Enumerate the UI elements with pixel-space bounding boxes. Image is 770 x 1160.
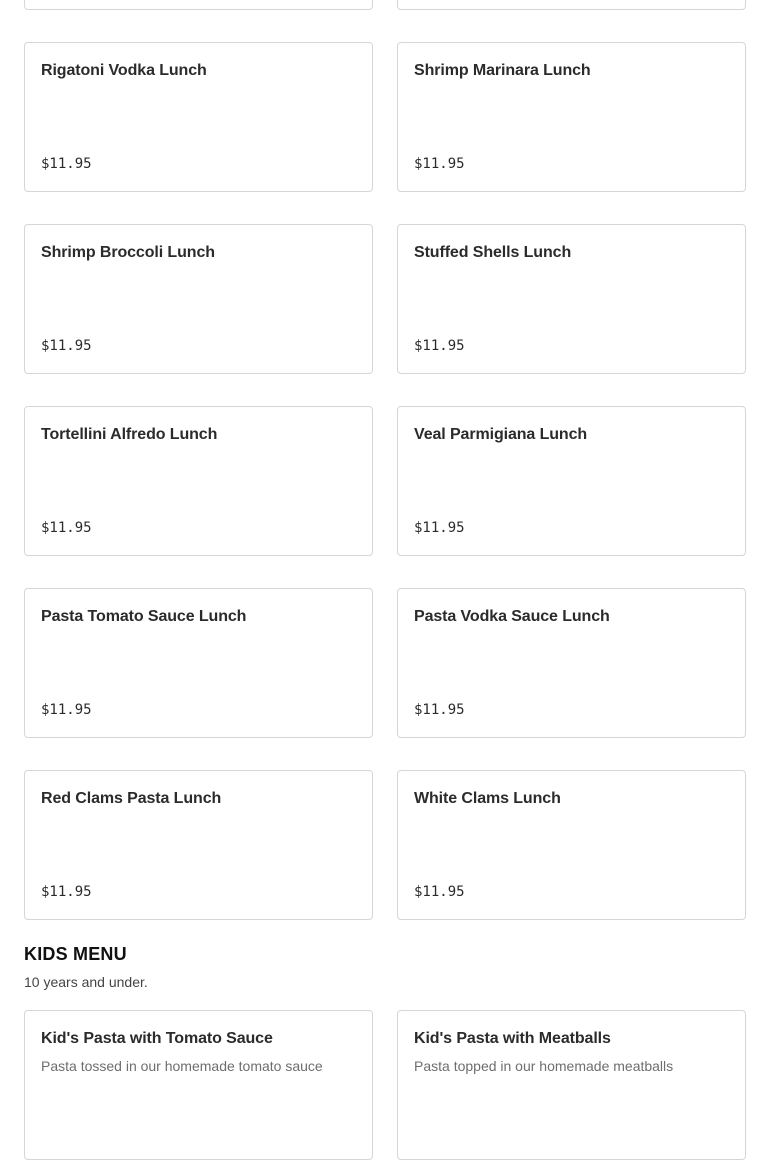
menu-item-price: $11.95 [414, 156, 465, 172]
menu-item-price: $11.95 [41, 702, 92, 718]
menu-item-name: Stuffed Shells Lunch [414, 244, 572, 261]
menu-item-price: $11.95 [41, 338, 92, 354]
menu-item-card[interactable] [24, 1010, 373, 1160]
menu-item-name: Veal Parmigiana Lunch [414, 426, 588, 443]
menu-item-price: $11.95 [414, 520, 465, 536]
menu-item-name: Kid's Pasta with Meatballs [414, 1030, 611, 1047]
menu-item-name: White Clams Lunch [414, 790, 561, 807]
menu-item-description: Pasta tossed in our homemade tomato sauce [41, 1058, 323, 1074]
menu-item-card[interactable] [397, 0, 746, 10]
menu-item-name: Shrimp Broccoli Lunch [41, 244, 215, 261]
menu-item-price: $11.95 [41, 884, 92, 900]
menu-item-card[interactable] [24, 406, 373, 556]
menu-item-card[interactable] [24, 588, 373, 738]
section-title: KIDS MENU [24, 944, 127, 964]
menu-item-name: Kid's Pasta with Tomato Sauce [41, 1030, 273, 1047]
menu-item-name: Pasta Vodka Sauce Lunch [414, 608, 610, 625]
menu-item-price: $11.95 [414, 338, 465, 354]
menu-item-price: $11.95 [41, 520, 92, 536]
menu-item-card[interactable] [24, 42, 373, 192]
menu-item-card[interactable] [397, 406, 746, 556]
menu-item-card[interactable] [397, 42, 746, 192]
menu-item-name: Shrimp Marinara Lunch [414, 62, 591, 79]
menu-item-card[interactable] [24, 224, 373, 374]
menu-item-price: $11.95 [414, 884, 465, 900]
menu-item-card[interactable] [24, 770, 373, 920]
menu-item-price: $11.95 [414, 702, 465, 718]
menu-item-name: Rigatoni Vodka Lunch [41, 62, 207, 79]
menu-item-card[interactable] [397, 770, 746, 920]
menu-item-name: Red Clams Pasta Lunch [41, 790, 222, 807]
menu-item-name: Tortellini Alfredo Lunch [41, 426, 218, 443]
menu-item-card[interactable] [397, 224, 746, 374]
menu-item-name: Pasta Tomato Sauce Lunch [41, 608, 247, 625]
section-subtitle: 10 years and under. [24, 974, 148, 990]
menu-item-card[interactable] [24, 0, 373, 10]
menu-item-price: $11.95 [41, 156, 92, 172]
menu-item-card[interactable] [397, 588, 746, 738]
menu-item-card[interactable] [397, 1010, 746, 1160]
menu-item-description: Pasta topped in our homemade meatballs [414, 1058, 674, 1074]
